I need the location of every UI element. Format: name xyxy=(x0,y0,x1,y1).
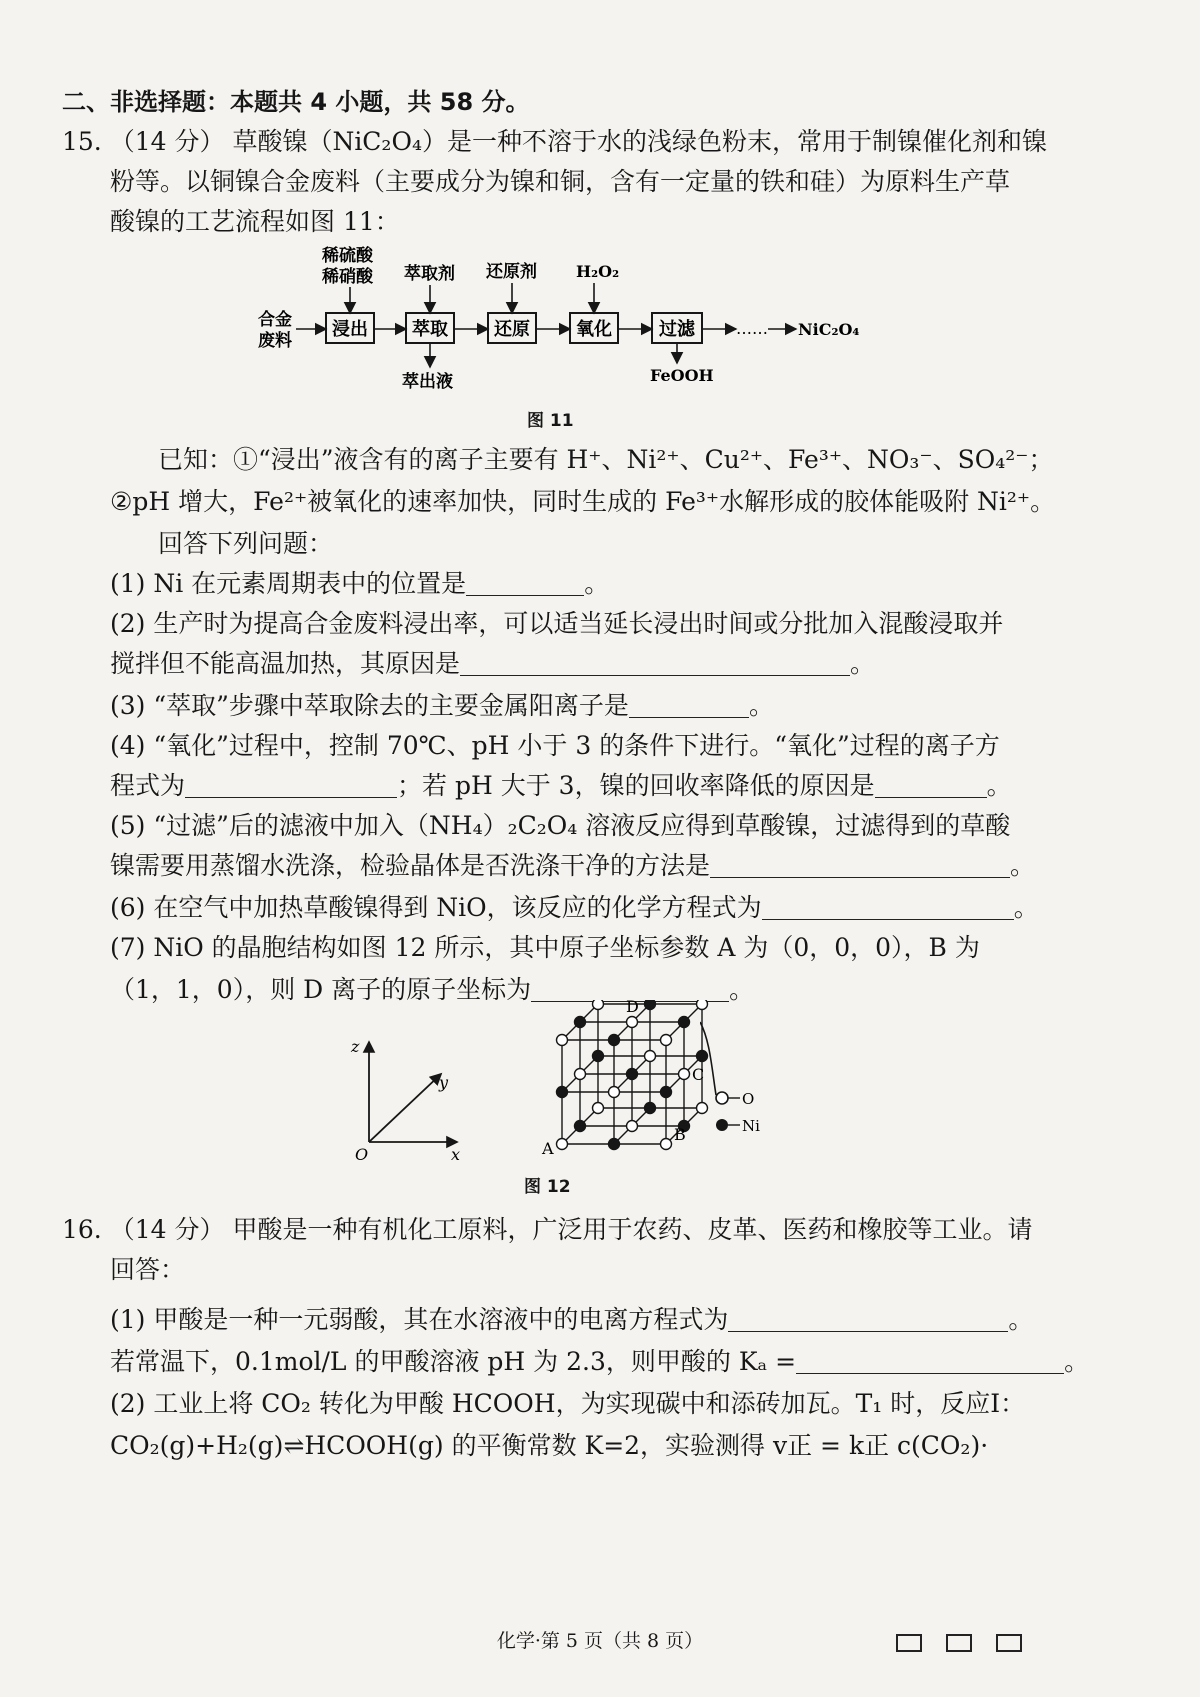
period: 。 xyxy=(986,771,1012,800)
ni-atom xyxy=(593,1051,604,1062)
section-heading: 二、非选择题：本题共 4 小题，共 58 分。 xyxy=(62,88,530,116)
answer-blank-5[interactable] xyxy=(710,851,1010,878)
step-filter xyxy=(652,313,702,343)
answer-blank-16-1b[interactable] xyxy=(796,1347,1064,1374)
score-box-2 xyxy=(946,1634,972,1652)
answer-blank-1[interactable] xyxy=(466,569,584,596)
q15-part4-line1: (4) “氧化”过程中，控制 70℃、pH 小于 3 的条件下进行。“氧化”过程的离子方 xyxy=(110,731,1000,760)
period: 。 xyxy=(1013,893,1039,922)
o-atom xyxy=(627,1017,638,1028)
known-line1: 已知：①“浸出”液含有的离子主要有 H⁺、Ni²⁺、Cu²⁺、Fe³⁺、NO₃⁻、SO₄²⁻； xyxy=(158,445,1054,474)
period: 。 xyxy=(1010,851,1036,880)
input-label-2: 废料 xyxy=(258,331,292,351)
q15-intro-line1 xyxy=(62,124,1047,160)
fig12-caption: 图 12 xyxy=(524,1177,571,1197)
q16-part1-text2: 若常温下，0.1mol/L 的甲酸溶液 pH 为 2.3，则甲酸的 Kₐ = xyxy=(110,1347,797,1376)
coordinate-axes xyxy=(345,1030,475,1170)
period: 。 xyxy=(748,691,774,720)
q15-part3-text: (3) “萃取”步骤中萃取除去的主要金属阳离子是 xyxy=(110,691,629,720)
o-atom xyxy=(661,1139,672,1150)
o-atom xyxy=(679,1069,690,1080)
q15-part3 xyxy=(110,688,774,724)
answer-blank-2[interactable] xyxy=(460,649,850,676)
ni-atom xyxy=(627,1069,638,1080)
atom-label-b: B xyxy=(674,1125,686,1144)
known-line2: ②pH 增大，Fe²⁺被氧化的速率加快，同时生成的 Fe³⁺水解形成的胶体能吸附 Ni²⁺。 xyxy=(110,487,1056,516)
reagent-leach-2: 稀硝酸 xyxy=(322,267,373,287)
q16-part1-text: (1) 甲酸是一种一元弱酸，其在水溶液中的电离方程式为 xyxy=(110,1305,729,1334)
step-reduce xyxy=(488,313,536,343)
answer-blank-4b[interactable] xyxy=(875,771,987,798)
o-atom xyxy=(575,1069,586,1080)
q16-intro-line2: 回答： xyxy=(110,1255,186,1284)
product-label: NiC₂O₄ xyxy=(798,320,860,339)
q15-intro-line3: 酸镍的工艺流程如图 11： xyxy=(110,207,400,236)
q15-part5-text: 镍需要用蒸馏水洗涤，检验晶体是否洗涤干净的方法是 xyxy=(110,851,711,880)
score-box-3 xyxy=(996,1634,1022,1652)
q16-number: 16. xyxy=(62,1215,102,1244)
svg-text:过滤: 过滤 xyxy=(659,319,695,340)
q15-part6 xyxy=(110,890,1039,926)
ni-atom xyxy=(609,1035,620,1046)
q15-part7-line1: (7) NiO 的晶胞结构如图 12 所示，其中原子坐标参数 A 为（0，0，0），B 为 xyxy=(110,933,980,962)
svg-text:还原: 还原 xyxy=(494,319,530,340)
ni-atom xyxy=(645,1000,656,1010)
o-atom xyxy=(697,1000,708,1010)
q16-part1-line2 xyxy=(110,1344,1089,1380)
input-label-1: 合金 xyxy=(258,310,292,330)
period: 。 xyxy=(1064,1347,1090,1376)
o-atom xyxy=(557,1035,568,1046)
svg-text:氧化: 氧化 xyxy=(576,319,612,340)
svg-text:萃取: 萃取 xyxy=(412,319,448,340)
q15-part4-line2 xyxy=(110,768,1012,804)
q15-part7-text: （1，1，0），则 D 离子的原子坐标为 xyxy=(110,975,532,1004)
q15-number: 15. xyxy=(62,127,102,156)
axis-y-label: y xyxy=(439,1073,449,1092)
svg-text:浸出: 浸出 xyxy=(332,319,368,340)
page-footer: 化学·第 5 页（共 8 页） xyxy=(496,1630,704,1652)
extract-out-label: 萃出液 xyxy=(402,372,453,392)
q15-intro-text: 草酸镍（NiC₂O₄）是一种不溶于水的浅绿色粉末，常用于制镍催化剂和镍 xyxy=(232,127,1047,156)
o-atom xyxy=(593,1103,604,1114)
q15-part5-line1: (5) “过滤”后的滤液中加入（NH₄）₂C₂O₄ 溶液反应得到草酸镍，过滤得到的草酸 xyxy=(110,811,1011,840)
step-oxidize xyxy=(570,313,618,343)
o-atom xyxy=(609,1087,620,1098)
o-atom xyxy=(593,1000,604,1010)
ni-atom xyxy=(575,1121,586,1132)
o-atom xyxy=(661,1035,672,1046)
q15-part4-text: 程式为 xyxy=(110,771,186,800)
step-extract xyxy=(406,313,454,343)
fig11-caption: 图 11 xyxy=(527,411,574,431)
q16-part1-line1 xyxy=(110,1302,1033,1338)
o-atom xyxy=(645,1051,656,1062)
period: 。 xyxy=(850,649,876,678)
ni-atom xyxy=(575,1017,586,1028)
q15-part5-line2 xyxy=(110,848,1035,884)
period: 。 xyxy=(1008,1305,1034,1334)
q16-intro-line1 xyxy=(62,1212,1032,1248)
q16-intro-text: 甲酸是一种有机化工原料，广泛用于农药、皮革、医药和橡胶等工业。请 xyxy=(232,1215,1033,1244)
q15-part6-text: (6) 在空气中加热草酸镍得到 NiO，该反应的化学方程式为 xyxy=(110,893,762,922)
axis-z-label: z xyxy=(351,1037,360,1056)
atom-label-d: D xyxy=(626,1000,639,1016)
atom-label-c: C xyxy=(692,1065,705,1084)
q15-intro-line2: 粉等。以铜镍合金废料（主要成分为镍和铜，含有一定量的铁和硅）为原料生产草 xyxy=(110,167,1011,196)
q15-part2-text: 搅拌但不能高温加热，其原因是 xyxy=(110,649,461,678)
flow-dots: …… xyxy=(736,319,768,338)
o-atom xyxy=(557,1139,568,1150)
legend-ni-label: Ni xyxy=(742,1117,760,1135)
answer-blank-7[interactable] xyxy=(531,975,729,1002)
score-box-1 xyxy=(896,1634,922,1652)
answer-blank-16-1a[interactable] xyxy=(728,1305,1008,1332)
q15-part4-text2: ；若 pH 大于 3，镍的回收率降低的原因是 xyxy=(397,771,875,800)
axis-origin-label: O xyxy=(355,1145,369,1164)
ni-atom xyxy=(557,1087,568,1098)
answer-blank-4a[interactable] xyxy=(185,771,397,798)
filter-out-label: FeOOH xyxy=(650,366,714,385)
reagent-reduce: 还原剂 xyxy=(486,262,537,282)
q16-part2-line2: CO₂(g)+H₂(g)⇌HCOOH(g) 的平衡常数 K=2，实验测得 v正 = k正 c(CO₂)· xyxy=(110,1431,989,1460)
step-leach xyxy=(326,313,374,343)
q15-part2-line1: (2) 生产时为提高合金废料浸出率，可以适当延长浸出时间或分批加入混酸浸取并 xyxy=(110,609,1004,638)
period: 。 xyxy=(584,569,610,598)
ni-atom xyxy=(645,1103,656,1114)
o-atom xyxy=(627,1121,638,1132)
cell-legend xyxy=(700,1020,790,1140)
reagent-extract: 萃取剂 xyxy=(404,264,455,284)
q15-points: （14 分） xyxy=(109,127,225,156)
legend-o-label: O xyxy=(742,1090,755,1108)
axis-x-label: x xyxy=(451,1145,461,1164)
reagent-leach-1: 稀硫酸 xyxy=(322,246,373,266)
q15-part1-text: (1) Ni 在元素周期表中的位置是 xyxy=(110,569,467,598)
answer-prompt: 回答下列问题： xyxy=(158,529,334,558)
answer-blank-6[interactable] xyxy=(762,893,1014,920)
ni-atom xyxy=(661,1087,672,1098)
period: 。 xyxy=(729,975,755,1004)
ni-atom xyxy=(609,1139,620,1150)
q16-points: （14 分） xyxy=(109,1215,225,1244)
process-flow-diagram xyxy=(240,245,900,395)
reagent-oxidize: H₂O₂ xyxy=(576,262,620,281)
answer-blank-3[interactable] xyxy=(629,691,749,718)
ni-atom xyxy=(679,1017,690,1028)
q15-part1 xyxy=(110,566,609,602)
atom-label-a: A xyxy=(542,1139,554,1158)
q16-part2-line1: (2) 工业上将 CO₂ 转化为甲酸 HCOOH，为实现碳中和添砖加瓦。T₁ 时，反应Ⅰ： xyxy=(110,1389,1026,1418)
q15-part2-line2 xyxy=(110,646,875,682)
